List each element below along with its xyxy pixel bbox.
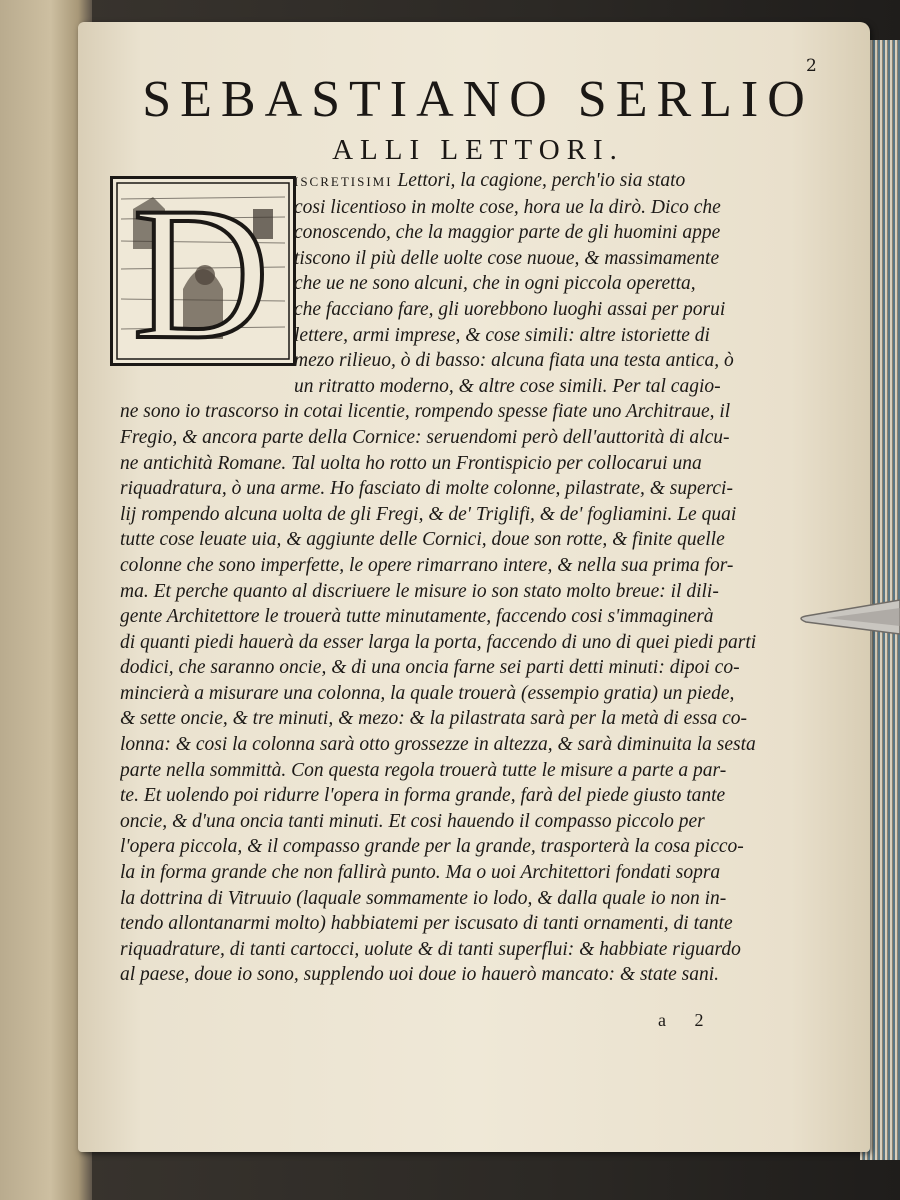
text-line: Fregio, & ancora parte della Cornice: seruendomi però dell'auttorità di alcu- — [120, 426, 730, 448]
text-line: un ritratto moderno, & altre cose simili. Per tal cagio- — [294, 375, 721, 397]
text-line: di quanti piedi hauerà da esser larga la porta, faccendo di uno di quei piedi parti — [120, 631, 757, 653]
body-text — [120, 168, 840, 988]
text-line: ISCRETISIMI Lettori, la cagione, perch'io sia stato — [294, 170, 686, 191]
text-line: l'opera piccola, & il compasso grande per la grande, trasporterà la cosa picco- — [120, 836, 744, 858]
text-line: lij rompendo alcuna uolta de gli Fregi, & de' Triglifi, & de' fogliamini. Le quai — [120, 503, 737, 525]
page-number: 2 — [806, 56, 817, 76]
text-line: riquadrature, di tanti cartocci, uolute & di tanti superflui: & habbiate riguardo — [120, 938, 741, 960]
book-page — [78, 22, 870, 1152]
text-line: che ue ne sono alcuni, che in ogni piccola operetta, — [294, 273, 696, 295]
text-line: la dottrina di Vitruuio (laquale sommamente io lodo, & dalla quale io non in- — [120, 887, 727, 909]
text-line: al paese, doue io sono, supplendo uoi doue io hauerò mancato: & state sani. — [120, 964, 720, 986]
text-line: colonne che sono imperfette, le opere rimarrano intere, & nella sua prima for- — [120, 554, 734, 576]
page-title: SEBASTIANO SERLIO — [142, 71, 814, 128]
text-line: ne antichità Romane. Tal uolta ho rotto un Frontispicio per collocarui una — [120, 452, 702, 474]
text-line: ne sono io trascorso in cotai licentie, rompendo spesse fiate uno Architraue, il — [120, 401, 731, 423]
text-line: la in forma grande che non fallirà punto. Ma o uoi Architettori fondati sopra — [120, 862, 721, 884]
page-subtitle: ALLI LETTORI. — [332, 134, 624, 166]
text-line: lonna: & cosi la colonna sarà otto grossezze in altezza, & sarà diminuita la sesta — [120, 734, 756, 756]
text-line: conoscendo, che la maggior parte de gli huomini appe — [294, 222, 721, 244]
text-line: tendo allontanarmi molto) habbiatemi per iscusato di tanti ornamenti, di tante — [120, 913, 733, 935]
text-line: parte nella sommittà. Con questa regola trouerà tutte le misure a parte a par- — [120, 759, 727, 781]
text-line: mezo rilieuo, ò di basso: alcuna fiata una testa antica, ò — [294, 350, 734, 372]
initial-letter: D — [132, 179, 270, 363]
text-line: mincierà a misurare una colonna, la quale trouerà (essempio gratia) un piede, — [120, 682, 735, 704]
text-line: cosi licentioso in molte cose, hora ue la dirò. Dico che — [294, 196, 721, 218]
text-line: oncie, & d'una oncia tanti minuti. Et cosi hauendo il compasso piccolo per — [120, 810, 705, 832]
text-line: gente Architettore le trouerà tutte minutamente, faccendo cosi s'immaginerà — [120, 606, 714, 628]
signature-mark: a 2 — [658, 1010, 716, 1030]
text-line: riquadratura, ò una arme. Ho fasciato di molte colonne, pilastrate, & superci- — [120, 478, 733, 500]
page-clip-icon — [796, 594, 900, 640]
text-line: che facciano fare, gli uorebbono luoghi assai per porui — [294, 298, 726, 320]
text-line: tiscono il più delle uolte cose nuoue, & massimamente — [294, 247, 720, 269]
text-line: lettere, armi imprese, & cose simili: altre istoriette di — [294, 324, 710, 346]
text-line: dodici, che saranno oncie, & di una oncia farne sei parti detti minuti: dipoi co- — [120, 657, 740, 679]
text-line: ma. Et perche quanto al discriuere le misure io son stato molto breue: il dili- — [120, 580, 719, 602]
opening-word: ISCRETISIMI — [294, 174, 393, 189]
text-line: & sette oncie, & tre minuti, & mezo: & la pilastrata sarà per la metà di essa co- — [120, 708, 748, 730]
text-line: tutte cose leuate uia, & aggiunte delle Cornici, doue son rotte, & finite quelle — [120, 529, 725, 551]
text-line: te. Et uolendo poi ridurre l'opera in forma grande, farà del piede giusto tante — [120, 785, 726, 807]
